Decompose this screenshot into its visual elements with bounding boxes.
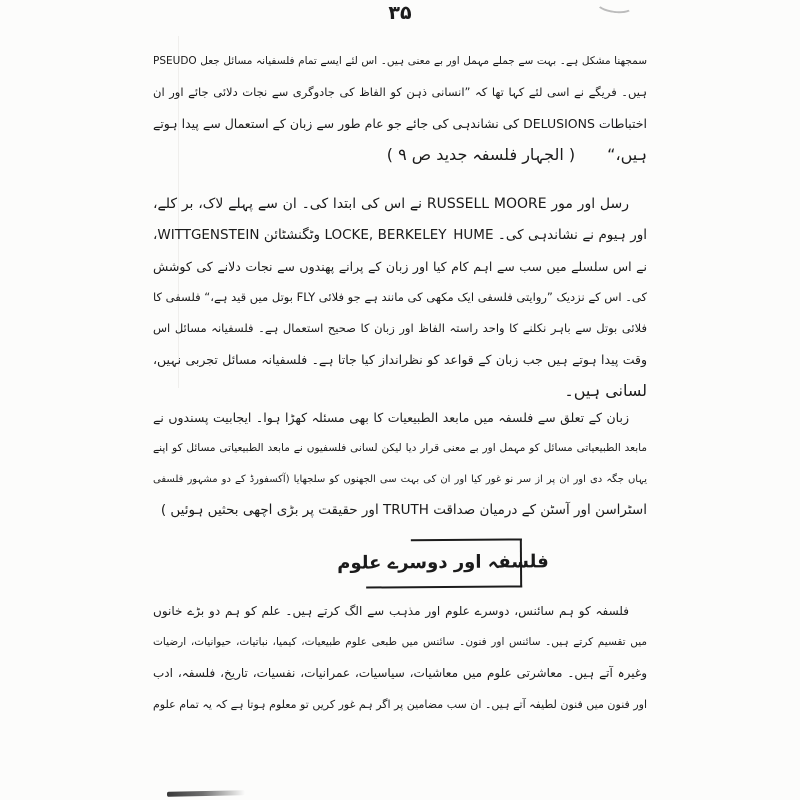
para4-line-1: فلسفہ کو ہم سائنس، دوسرے علوم اور مذہب سے الگ کرتے ہیں۔ علم کو ہم دو بڑے خانوں xyxy=(153,604,629,618)
para2-line-4: کی۔ اس کے نزدیک ”روایتی فلسفی ایک مکھی کی مانند ہے جو فلائی FLY بوتل میں قید ہے،“ فلسفی کا xyxy=(153,290,647,304)
paragraph-2 xyxy=(153,189,647,406)
para3-line-1: زبان کے تعلق سے فلسفہ میں مابعد الطبیعیات کا بھی مسئلہ کھڑا ہوا۔ ایجابیت پسندوں نے xyxy=(153,410,629,425)
para4-line-4: اور فنون میں فنون لطیفہ آتے ہیں۔ ان سب مضامین پر اگر ہم غور کریں تو معلوم ہوتا ہے کہ یہ تمام علوم xyxy=(153,698,647,711)
para2-line-1: رسل اور مور RUSSELL MOORE نے اس کی ابتدا کی۔ ان سے پہلے لاک، بر کلے، xyxy=(153,196,629,212)
para3-line-2: مابعد الطبیعیاتی مسائل کو مہمل اور بے معنی قرار دیا لیکن لسانی فلسفیوں نے مابعد الطبیعیاتی مسائل کو اپنے xyxy=(153,442,647,454)
para3-line-4: اسٹراسن اور آسٹن کے درمیان صداقت TRUTH اور حقیقت پر بڑی اچھی بحثیں ہوئیں ) xyxy=(160,502,647,518)
section-heading-box xyxy=(337,538,549,588)
paragraph-1 xyxy=(153,46,647,170)
para1-line-2: ہیں۔ فریگے نے اسی لئے کہا تھا کہ ”انسانی ذہن کو الفاظ کی جادوگری سے نجات دلائی جائے اور ان xyxy=(153,85,647,99)
paragraph-4 xyxy=(153,596,647,720)
page-number: ۳۵ xyxy=(388,2,412,24)
para1-line-1: سمجھنا مشکل ہے۔ بہت سے جملے مہمل اور بے معنی ہیں۔ اس لئے ایسے تمام فلسفیانہ مسائل جعل PSEUDO xyxy=(153,55,647,67)
section-heading: فلسفہ اور دوسرے علوم xyxy=(337,551,549,574)
para3-line-3: یہاں جگہ دی اور ان پر از سر نو غور کیا اور ان کی بہت سی الجھنوں کو سلجھایا (آکسفورڈ کے دو مشہور فلسفی xyxy=(153,474,647,485)
para4-line-2: میں تقسیم کرتے ہیں۔ سائنس اور فنون۔ سائنس میں طبعی علوم طبیعیات، کیمیا، نباتیات، حیوانیات، ارضیات xyxy=(153,636,647,648)
para2-line-5: فلائی بوتل سے باہر نکلنے کا واحد راستہ الفاظ اور زبان کا صحیح استعمال ہے۔ فلسفیانہ مسائل اس xyxy=(153,321,647,335)
para2-line-6: وقت پیدا ہوتے ہیں جب زبان کے قواعد کو نظرانداز کیا جاتا ہے۔ فلسفیانہ مسائل تجربی نہیں، xyxy=(153,352,647,367)
paragraph-3 xyxy=(153,402,647,526)
scan-ink-streak xyxy=(167,790,245,797)
para1-citation-line: ہیں،“ ( الجہار فلسفہ جدید ص ۹ ) xyxy=(386,145,647,164)
para4-line-3: وغیرہ آتے ہیں۔ معاشرتی علوم میں معاشیات، سیاسیات، عمرانیات، نفسیات، تاریخ، فلسفہ، ادب xyxy=(153,666,647,680)
para2-line-7: لسانی ہیں۔ xyxy=(564,381,647,400)
para2-line-2: اور ہیوم نے نشاندہی کی۔ HUME‏ LOCKE, BERKELEY‏ وٹگنشٹائن WITTGENSTEIN‏، xyxy=(153,227,647,243)
para1-line-3: اختباطات DELUSIONS کی نشاندہی کی جائے جو عام طور سے زبان کے استعمال سے پیدا ہوتے xyxy=(153,116,647,131)
para2-line-3: نے اس سلسلے میں سب سے اہم کام کیا اور زبان کے پرانے پھندوں سے نجات دلانے کی کوشش xyxy=(153,259,647,274)
